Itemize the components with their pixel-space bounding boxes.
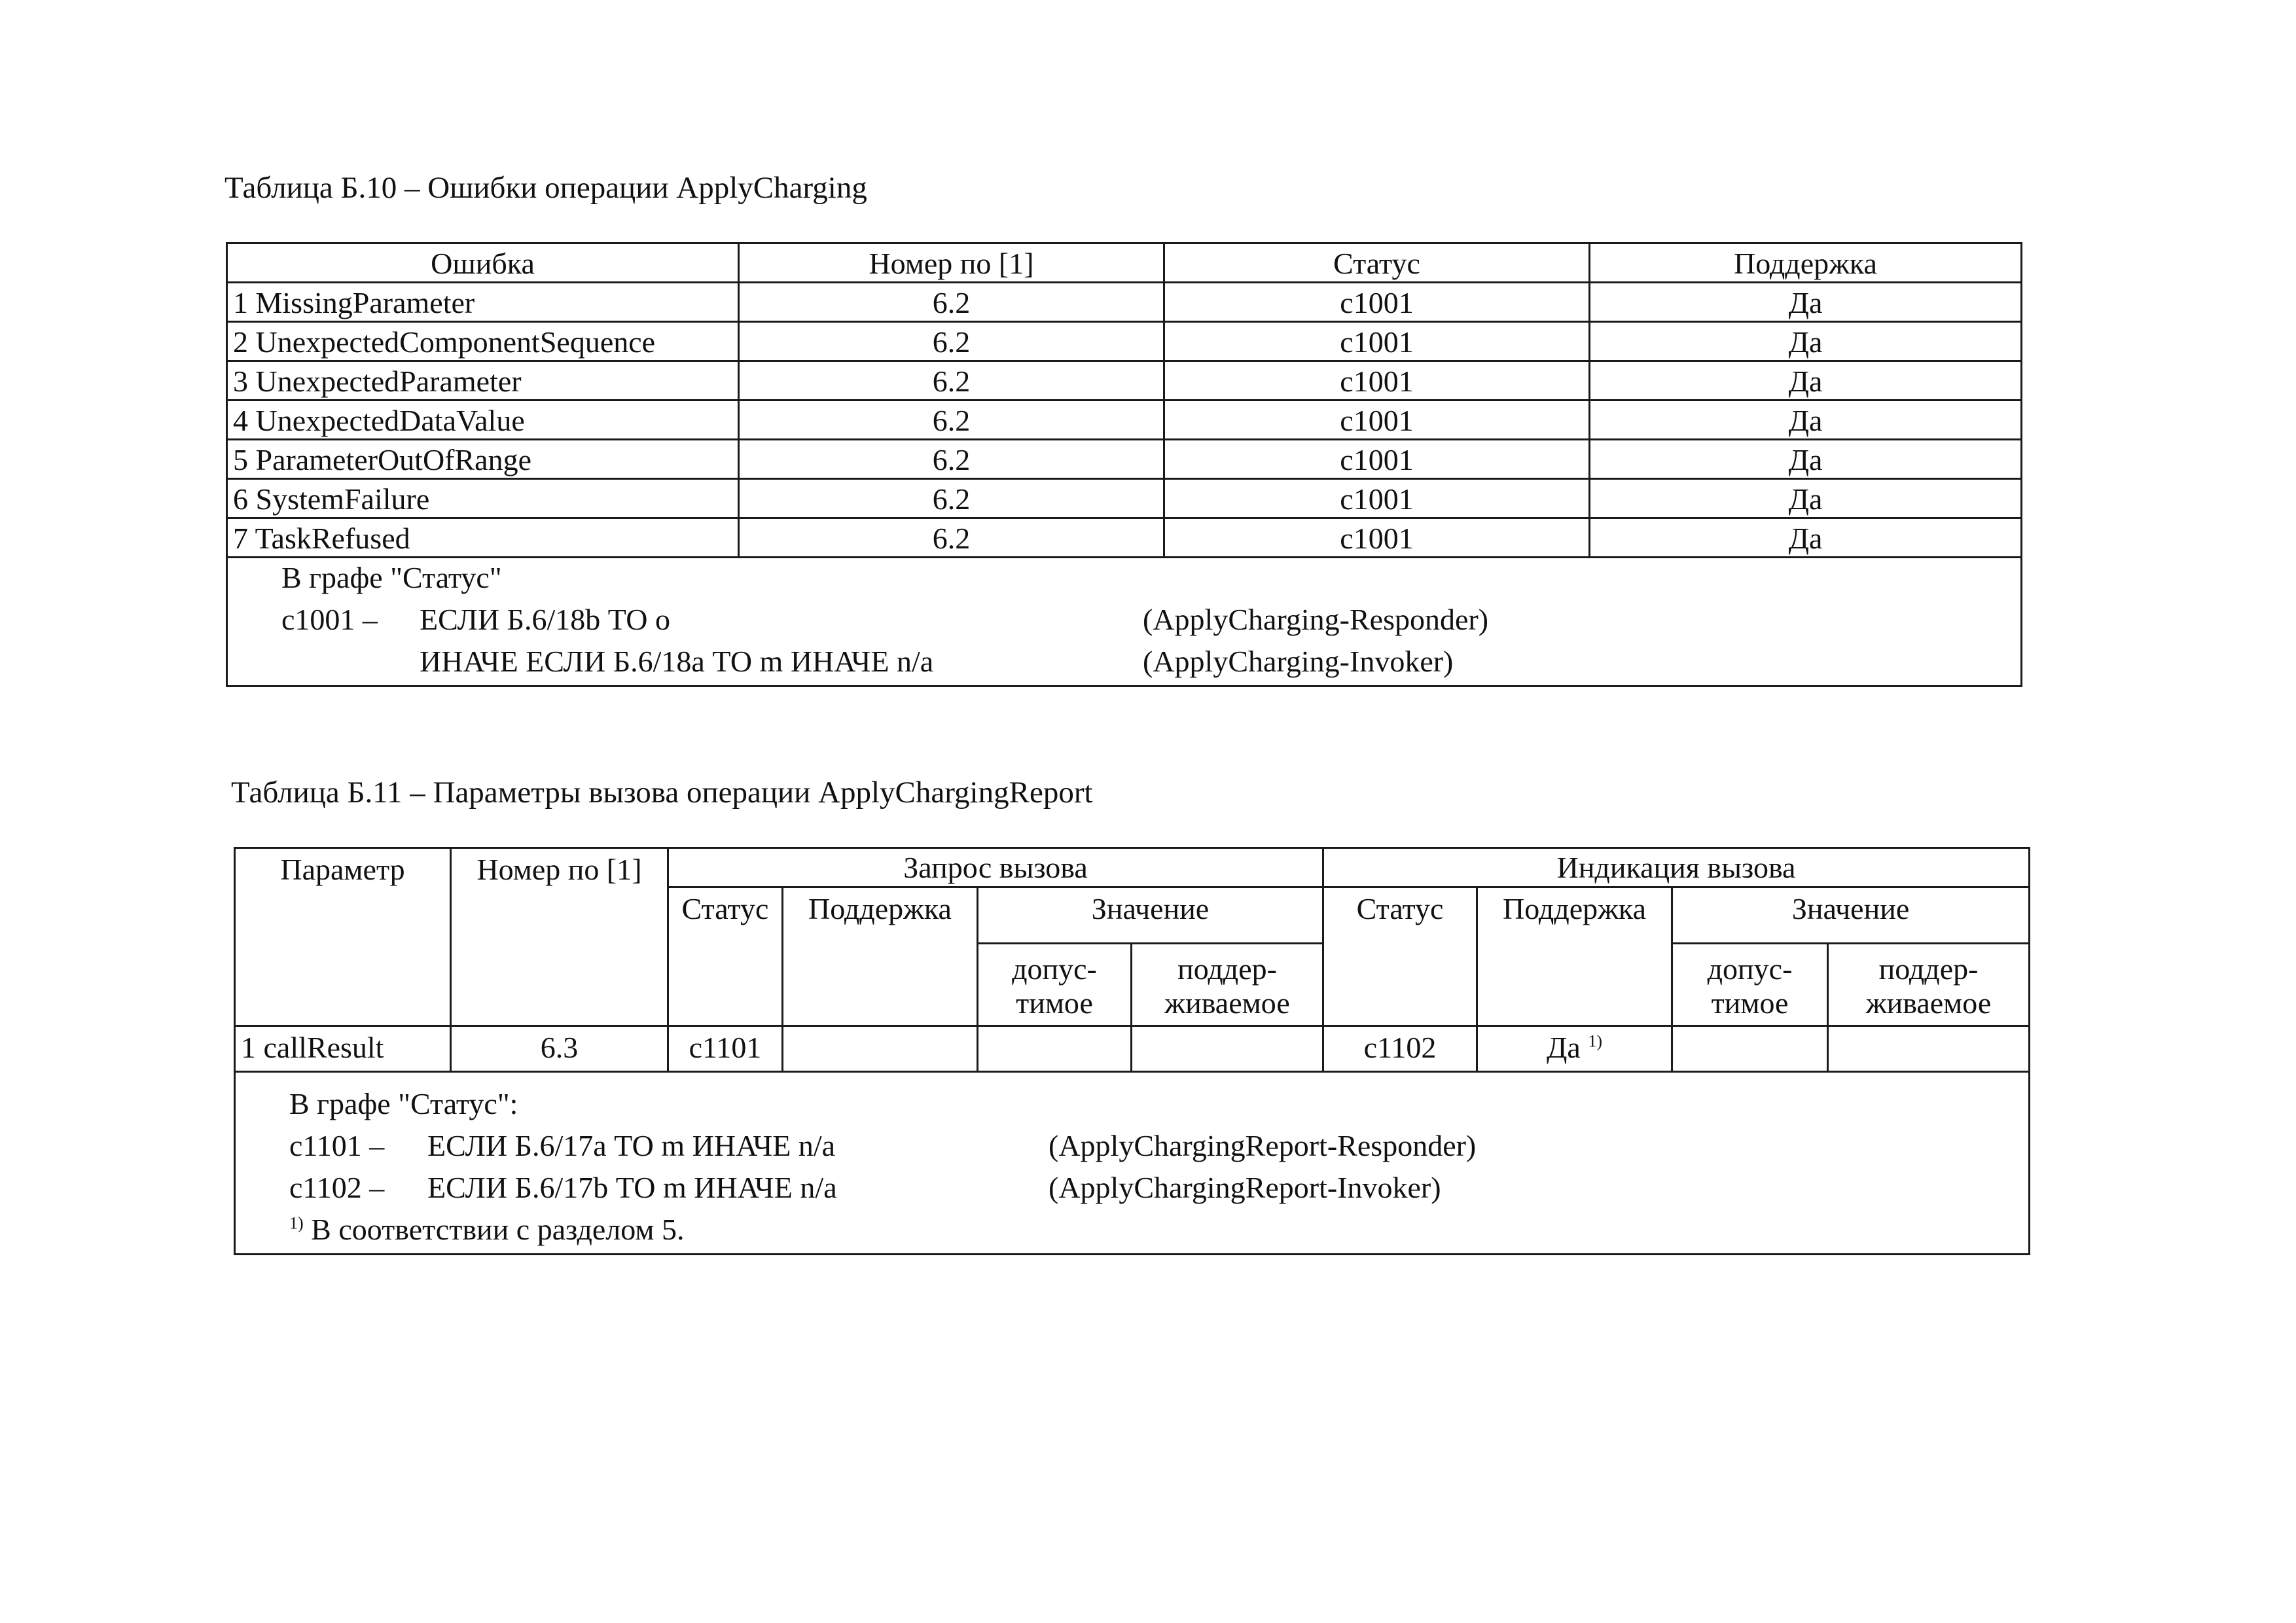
error-support: Да <box>1590 401 2022 440</box>
error-name: 4 UnexpectedDataValue <box>227 401 739 440</box>
table-row <box>227 322 2022 361</box>
request-supported-header: поддер-живаемое <box>1132 944 1323 1026</box>
indication-status-header: Статус <box>1323 887 1477 1026</box>
error-status: c1001 <box>1164 401 1590 440</box>
footnote-text: В соответствии с разделом 5. <box>303 1213 685 1246</box>
indication-value-header: Значение <box>1672 887 2030 944</box>
table10-notes-row <box>227 558 2022 687</box>
status-context: (ApplyCharging-Responder) <box>1143 603 1489 636</box>
table10-header-support: Поддержка <box>1590 243 2022 283</box>
status-condition: ЕСЛИ Б.6/17b ТО m ИНАЧЕ n/a <box>427 1171 837 1204</box>
table-row <box>235 1026 2030 1072</box>
table11 <box>234 847 2030 1255</box>
notes-line <box>228 601 2020 643</box>
footnote-ref: 1) <box>1588 1031 1603 1051</box>
table10-notes <box>227 558 2022 687</box>
error-support: Да <box>1590 440 2022 479</box>
table11-header-request: Запрос вызова <box>668 848 1323 887</box>
status-condition: ЕСЛИ Б.6/18b ТО о <box>420 603 670 636</box>
footnote <box>289 1211 684 1247</box>
notes-heading: В графе "Статус" <box>281 561 502 594</box>
table11-header-row <box>235 848 2030 887</box>
indication-supported <box>1828 1026 2030 1072</box>
status-condition: ЕСЛИ Б.6/17a ТО m ИНАЧЕ n/a <box>427 1129 836 1162</box>
table11-notes <box>235 1072 2030 1255</box>
notes-line <box>236 1169 2028 1211</box>
table10-header-status: Статус <box>1164 243 1590 283</box>
table11-header-number: Номер по [1] <box>451 848 668 1026</box>
indication-support-value: Да <box>1547 1031 1581 1064</box>
request-status-header: Статус <box>668 887 783 1026</box>
footnote-line <box>236 1211 2028 1253</box>
indication-supported-header: поддер-живаемое <box>1828 944 2030 1026</box>
error-status: c1001 <box>1164 479 1590 518</box>
error-status: c1001 <box>1164 361 1590 401</box>
table10-header-number: Номер по [1] <box>739 243 1164 283</box>
error-name: 3 UnexpectedParameter <box>227 361 739 401</box>
table-row <box>227 361 2022 401</box>
error-support: Да <box>1590 518 2022 558</box>
error-number: 6.2 <box>739 479 1164 518</box>
table10-caption: Таблица Б.10 – Ошибки операции ApplyCharging <box>224 171 867 205</box>
error-status: c1001 <box>1164 518 1590 558</box>
error-support: Да <box>1590 283 2022 322</box>
error-number: 6.2 <box>739 401 1164 440</box>
error-number: 6.2 <box>739 440 1164 479</box>
status-context: (ApplyChargingReport-Invoker) <box>1049 1171 1441 1204</box>
error-name: 6 SystemFailure <box>227 479 739 518</box>
indication-support <box>1477 1026 1672 1072</box>
status-context: (ApplyCharging-Invoker) <box>1143 645 1454 678</box>
status-code: c1001 – <box>281 603 378 636</box>
error-status: c1001 <box>1164 440 1590 479</box>
error-status: c1001 <box>1164 283 1590 322</box>
request-supported <box>1132 1026 1323 1072</box>
table10-header-error: Ошибка <box>227 243 739 283</box>
request-value-header: Значение <box>978 887 1323 944</box>
table11-header-indication: Индикация вызова <box>1323 848 2030 887</box>
notes-heading-line <box>236 1086 2028 1128</box>
param-name: 1 callResult <box>235 1026 451 1072</box>
table10 <box>226 242 2022 687</box>
table11-notes-row <box>235 1072 2030 1255</box>
table11-header-param: Параметр <box>235 848 451 1026</box>
error-number: 6.2 <box>739 518 1164 558</box>
error-name: 5 ParameterOutOfRange <box>227 440 739 479</box>
error-number: 6.2 <box>739 322 1164 361</box>
request-support-header: Поддержка <box>783 887 978 1026</box>
indication-support-header: Поддержка <box>1477 887 1672 1026</box>
notes-line <box>228 643 2020 685</box>
request-status: c1101 <box>668 1026 783 1072</box>
request-allowed-header: допус-тимое <box>978 944 1132 1026</box>
request-allowed <box>978 1026 1132 1072</box>
notes-heading: В графе "Статус": <box>289 1087 518 1120</box>
indication-allowed <box>1672 1026 1828 1072</box>
error-name: 2 UnexpectedComponentSequence <box>227 322 739 361</box>
table-row <box>227 518 2022 558</box>
status-context: (ApplyChargingReport-Responder) <box>1049 1129 1477 1162</box>
request-support <box>783 1026 978 1072</box>
footnote-mark: 1) <box>289 1213 304 1233</box>
table-row <box>227 283 2022 322</box>
table-row <box>227 401 2022 440</box>
table-row <box>227 479 2022 518</box>
notes-line <box>236 1128 2028 1169</box>
indication-allowed-header: допус-тимое <box>1672 944 1828 1026</box>
notes-heading-line <box>228 560 2020 601</box>
error-name: 7 TaskRefused <box>227 518 739 558</box>
table-row <box>227 440 2022 479</box>
status-condition: ИНАЧЕ ЕСЛИ Б.6/18a ТО m ИНАЧЕ n/a <box>420 645 934 678</box>
param-number: 6.3 <box>451 1026 668 1072</box>
status-code: c1102 – <box>289 1171 385 1204</box>
error-support: Да <box>1590 322 2022 361</box>
status-code: c1101 – <box>289 1129 385 1162</box>
indication-status: c1102 <box>1323 1026 1477 1072</box>
error-number: 6.2 <box>739 283 1164 322</box>
table10-header-row <box>227 243 2022 283</box>
error-support: Да <box>1590 361 2022 401</box>
error-number: 6.2 <box>739 361 1164 401</box>
error-support: Да <box>1590 479 2022 518</box>
error-status: c1001 <box>1164 322 1590 361</box>
table11-caption: Таблица Б.11 – Параметры вызова операции ApplyChargingReport <box>231 776 1093 810</box>
error-name: 1 MissingParameter <box>227 283 739 322</box>
